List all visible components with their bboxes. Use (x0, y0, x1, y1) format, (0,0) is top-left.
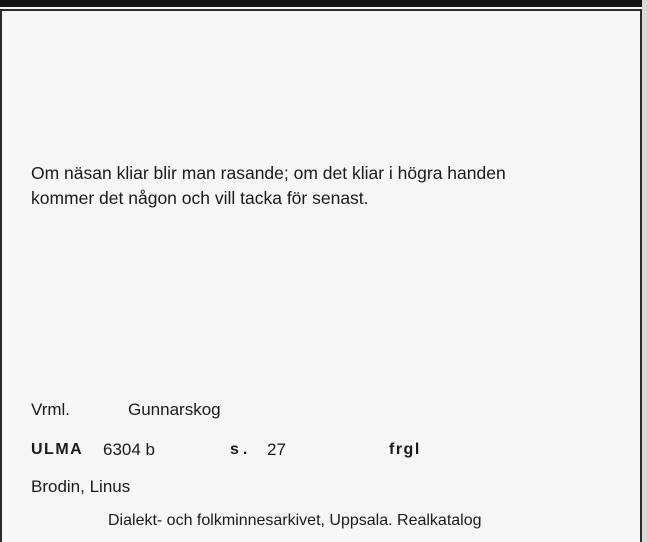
top-border (0, 0, 647, 7)
province: Vrml. (31, 400, 71, 419)
parish: Gunnarskog (128, 400, 221, 419)
text-line-2: kommer det någon och vill tacka för senast. (31, 188, 369, 208)
text-line-1: Om näsan kliar blir man rasande; om det kliar i högra handen (31, 163, 506, 183)
archive-footer: Dialekt- och folkminnesarkivet, Uppsala. Realkatalog (108, 512, 482, 529)
card-text (31, 161, 611, 211)
recorder: Brodin, Linus (31, 477, 131, 496)
archive-number: 6304 b (103, 440, 155, 459)
top-border-thin (0, 9, 647, 11)
card-edge (642, 0, 647, 542)
archive-code: ULMA (31, 441, 84, 458)
category: frgl (389, 441, 421, 458)
page-label: s. (230, 441, 252, 458)
left-border (0, 9, 2, 542)
page-number: 27 (267, 440, 286, 459)
